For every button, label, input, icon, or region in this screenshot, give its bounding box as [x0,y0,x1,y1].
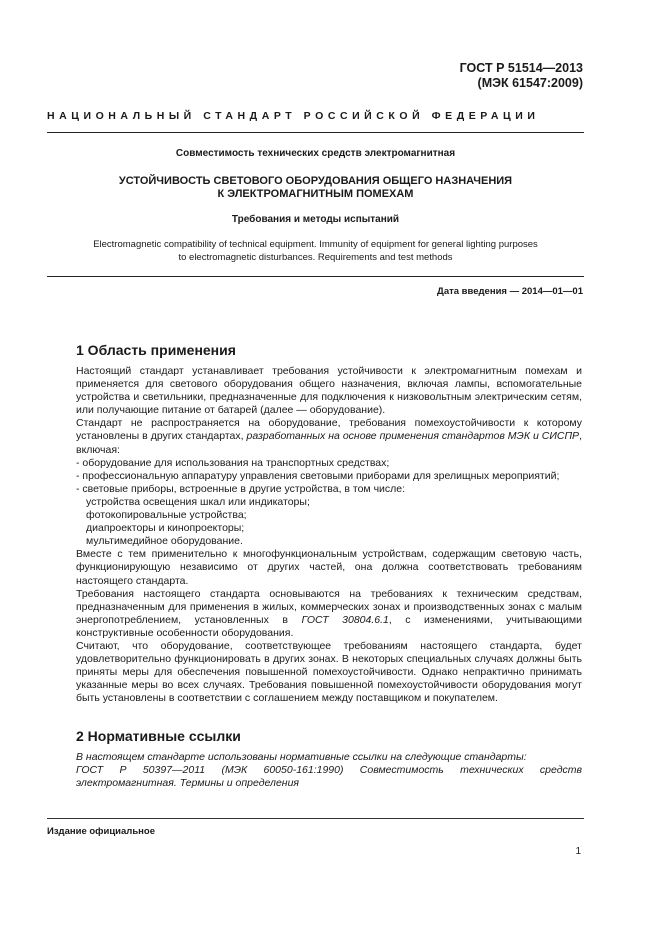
list-item: - оборудование для использования на транспортных средствах; [76,456,390,469]
s2-paragraph-2: ГОСТ Р 50397—2011 (МЭК 60050-161:1990) Совместимость технических средств электромагнитная. Термины и определения [76,764,582,790]
header-rule [47,132,584,133]
s1-paragraph-5: Считают, что оборудование, соответствующее требованиям настоящего стандарта, будет удовлетворительно функционировать в других зонах. В некоторых специальных случаях должны быть приняты меры для обеспечения повышенной помехоустойчивости. Однако непрактично принимать указанные меры во всех случаях. Требования повышенной помехоустойчивости оборудования могут быть установлены в соответствии с соглашением между поставщиком и покупателем. [76,639,582,705]
standard-code: ГОСТ Р 51514—2013 [459,61,583,75]
main-title [47,175,584,201]
english-title [47,238,584,264]
footer-rule [47,818,584,819]
iec-code: (МЭК 61547:2009) [477,76,583,90]
s1-paragraph-2: Стандарт не распространяется на оборудование, требования помехоустойчивости к которому установлены в других стандартах, разработанных на основе применения стандартов МЭК и СИСПР, включая: [76,417,582,456]
main-title-line2: К ЭЛЕКТРОМАГНИТНЫМ ПОМЕХАМ [217,188,414,200]
title-rule [47,276,584,277]
s1-list [76,457,582,496]
s1-sublist [76,496,582,548]
english-title-line2: to electromagnetic disturbances. Requirements and test methods [178,252,453,263]
national-standard-line: НАЦИОНАЛЬНЫЙ СТАНДАРТ РОССИЙСКОЙ ФЕДЕРАЦИИ [47,110,540,122]
s1-paragraph-3: Вместе с тем применительно к многофункциональным устройствам, содержащим световую часть, функционирующую независимо от других частей, она должна соответствовать требованиям настоящего стандарта. [76,548,582,587]
english-title-line1: Electromagnetic compatibility of technical equipment. Immunity of equipment for general lighting purposes [93,239,538,250]
section-1-body [76,365,582,705]
list-item: устройства освещения шкал или индикаторы; [86,495,310,508]
s1-paragraph-4: Требования настоящего стандарта основываются на требованиях к техническим средствам, предназначенным для применения в жилых, коммерческих зонах и производственных зонах с малым энергопотреблением, установленных в ГОСТ 30804.6.1, с изменениями, учитывающими конструктивные особенности оборудования. [76,587,582,639]
list-item: - профессиональную аппаратуру управления световыми приборами для зрелищных мероприятий; [76,469,560,482]
requirements-subtitle: Требования и методы испытаний [231,214,400,225]
section-2-body [76,751,582,790]
subject-title: Совместимость технических средств электромагнитная [175,148,456,159]
list-item: диапроекторы и кинопроекторы; [86,522,245,535]
list-item: - световые приборы, встроенные в другие устройства, в том числе: [76,482,406,495]
introduction-date: Дата введения — 2014—01—01 [437,286,583,297]
s1-paragraph-1: Настоящий стандарт устанавливает требования устойчивости к электромагнитным помехам и применяется для светового оборудования общего назначения, включая лампы, вспомогательные устройства и светильники, предназначенные для подключения к низковольтным электрическим сетям, или получающие питание от батарей (далее — оборудование). [76,365,582,417]
list-item: фотокопировальные устройства; [86,509,247,522]
page-number: 1 [575,846,581,857]
s2-paragraph-1: В настоящем стандарте использованы нормативные ссылки на следующие стандарты: [76,751,527,763]
main-title-line1: УСТОЙЧИВОСТЬ СВЕТОВОГО ОБОРУДОВАНИЯ ОБЩЕГО НАЗНАЧЕНИЯ [118,175,513,187]
list-item: мультимедийное оборудование. [86,535,243,548]
edition-label: Издание официальное [47,826,155,837]
section-1-heading: 1 Область применения [76,342,236,358]
section-2-heading: 2 Нормативные ссылки [76,728,241,744]
